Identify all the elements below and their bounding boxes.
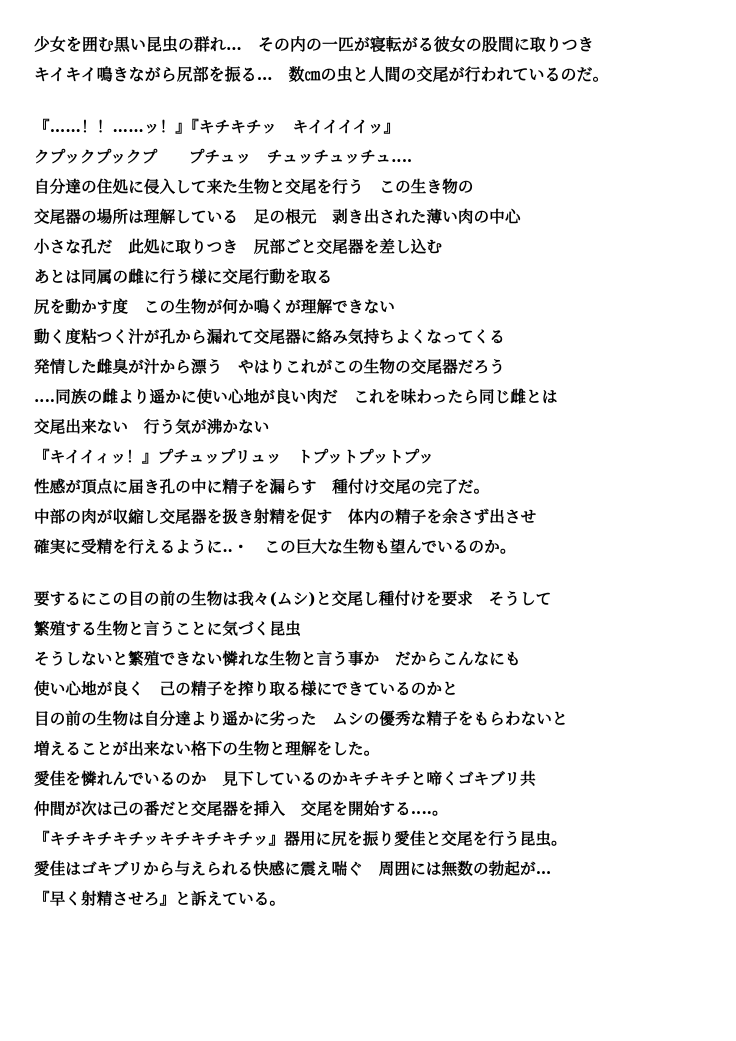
text-line: 『キチキチキチッキチキチキチッ』器用に尻を振り愛佳と交尾を行う昆虫。 [34,829,567,848]
paragraph-spacer [34,90,702,112]
text-line: 交尾器の場所は理解している 足の根元 剥き出された薄い肉の中心 [34,207,521,226]
text-line: 小さな孔だ 此処に取りつき 尻部ごと交尾器を差し込む [34,237,443,256]
text-line: 『キイイィッ！』プチュップリュッ トプットプットプッ [34,447,434,466]
text-line: 確実に受精を行えるように‥・ この巨大な生物も望んでいるのか。 [34,537,516,556]
text-line: クプックプックプ プチュッ チュッチュッチュ‥‥ [34,147,413,166]
text-line: 中部の肉が収縮し交尾器を扱き射精を促す 体内の精子を余さず出させ [34,507,537,526]
text-line: 繁殖する生物と言うことに気づく昆虫 [34,619,301,638]
text-line: 動く度粘つく汁が孔から漏れて交尾器に絡み気持ちよくなってくる [34,327,506,346]
text-line: 『早く射精させろ』と訴えている。 [34,889,286,908]
text-block-body-2 [34,584,702,914]
text-line: 使い心地が良く 己の精子を搾り取る様にできているのかと [34,679,458,698]
text-line: 自分達の住処に侵入して来た生物と交尾を行う この生き物の [34,177,474,196]
text-line: 発情した雌臭が汁から漂う やはりこれがこの生物の交尾器だろう [34,357,506,376]
text-line: あとは同属の雌に行う様に交尾行動を取る [34,267,333,286]
text-line: 『……！！……ッ！』『キチキチッ キイイイイッ』 [34,117,400,136]
text-line: 尻を動かす度 この生物が何か鳴くが理解できない [34,297,396,316]
text-line: 仲間が次は己の番だと交尾器を挿入 交尾を開始する‥‥。 [34,799,448,818]
text-line: キイキイ鳴きながら尻部を振る… 数㎝の虫と人間の交尾が行われているのだ。 [34,65,609,84]
text-line: ‥‥同族の雌より遥かに使い心地が良い肉だ これを味わったら同じ雌とは [34,387,558,406]
paragraph-spacer [34,562,702,584]
text-line: 性感が頂点に届き孔の中に精子を漏らす 種付け交尾の完了だ。 [34,477,490,496]
text-line: そうしないと繁殖できない憐れな生物と言う事か だからこんなにも [34,649,521,668]
text-line: 少女を囲む黒い昆虫の群れ… その内の一匹が寝転がる彼女の股間に取りつき [34,35,594,54]
text-line: 要するにこの目の前の生物は我々(ムシ)と交尾し種付けを要求 そうして [34,589,552,608]
text-block-body-1 [34,112,702,562]
text-line: 愛佳を憐れんでいるのか 見下しているのかキチキチと啼くゴキブリ共 [34,769,536,788]
text-line: 増えることが出来ない格下の生物と理解をした。 [34,739,380,758]
text-block-intro [34,30,702,90]
text-line: 愛佳はゴキブリから与えられる快感に震え喘ぐ 周囲には無数の勃起が… [34,859,552,878]
text-line: 交尾出来ない 行う気が沸かない [34,417,270,436]
text-line: 目の前の生物は自分達より遥かに劣った ムシの優秀な精子をもらわないと [34,709,568,728]
